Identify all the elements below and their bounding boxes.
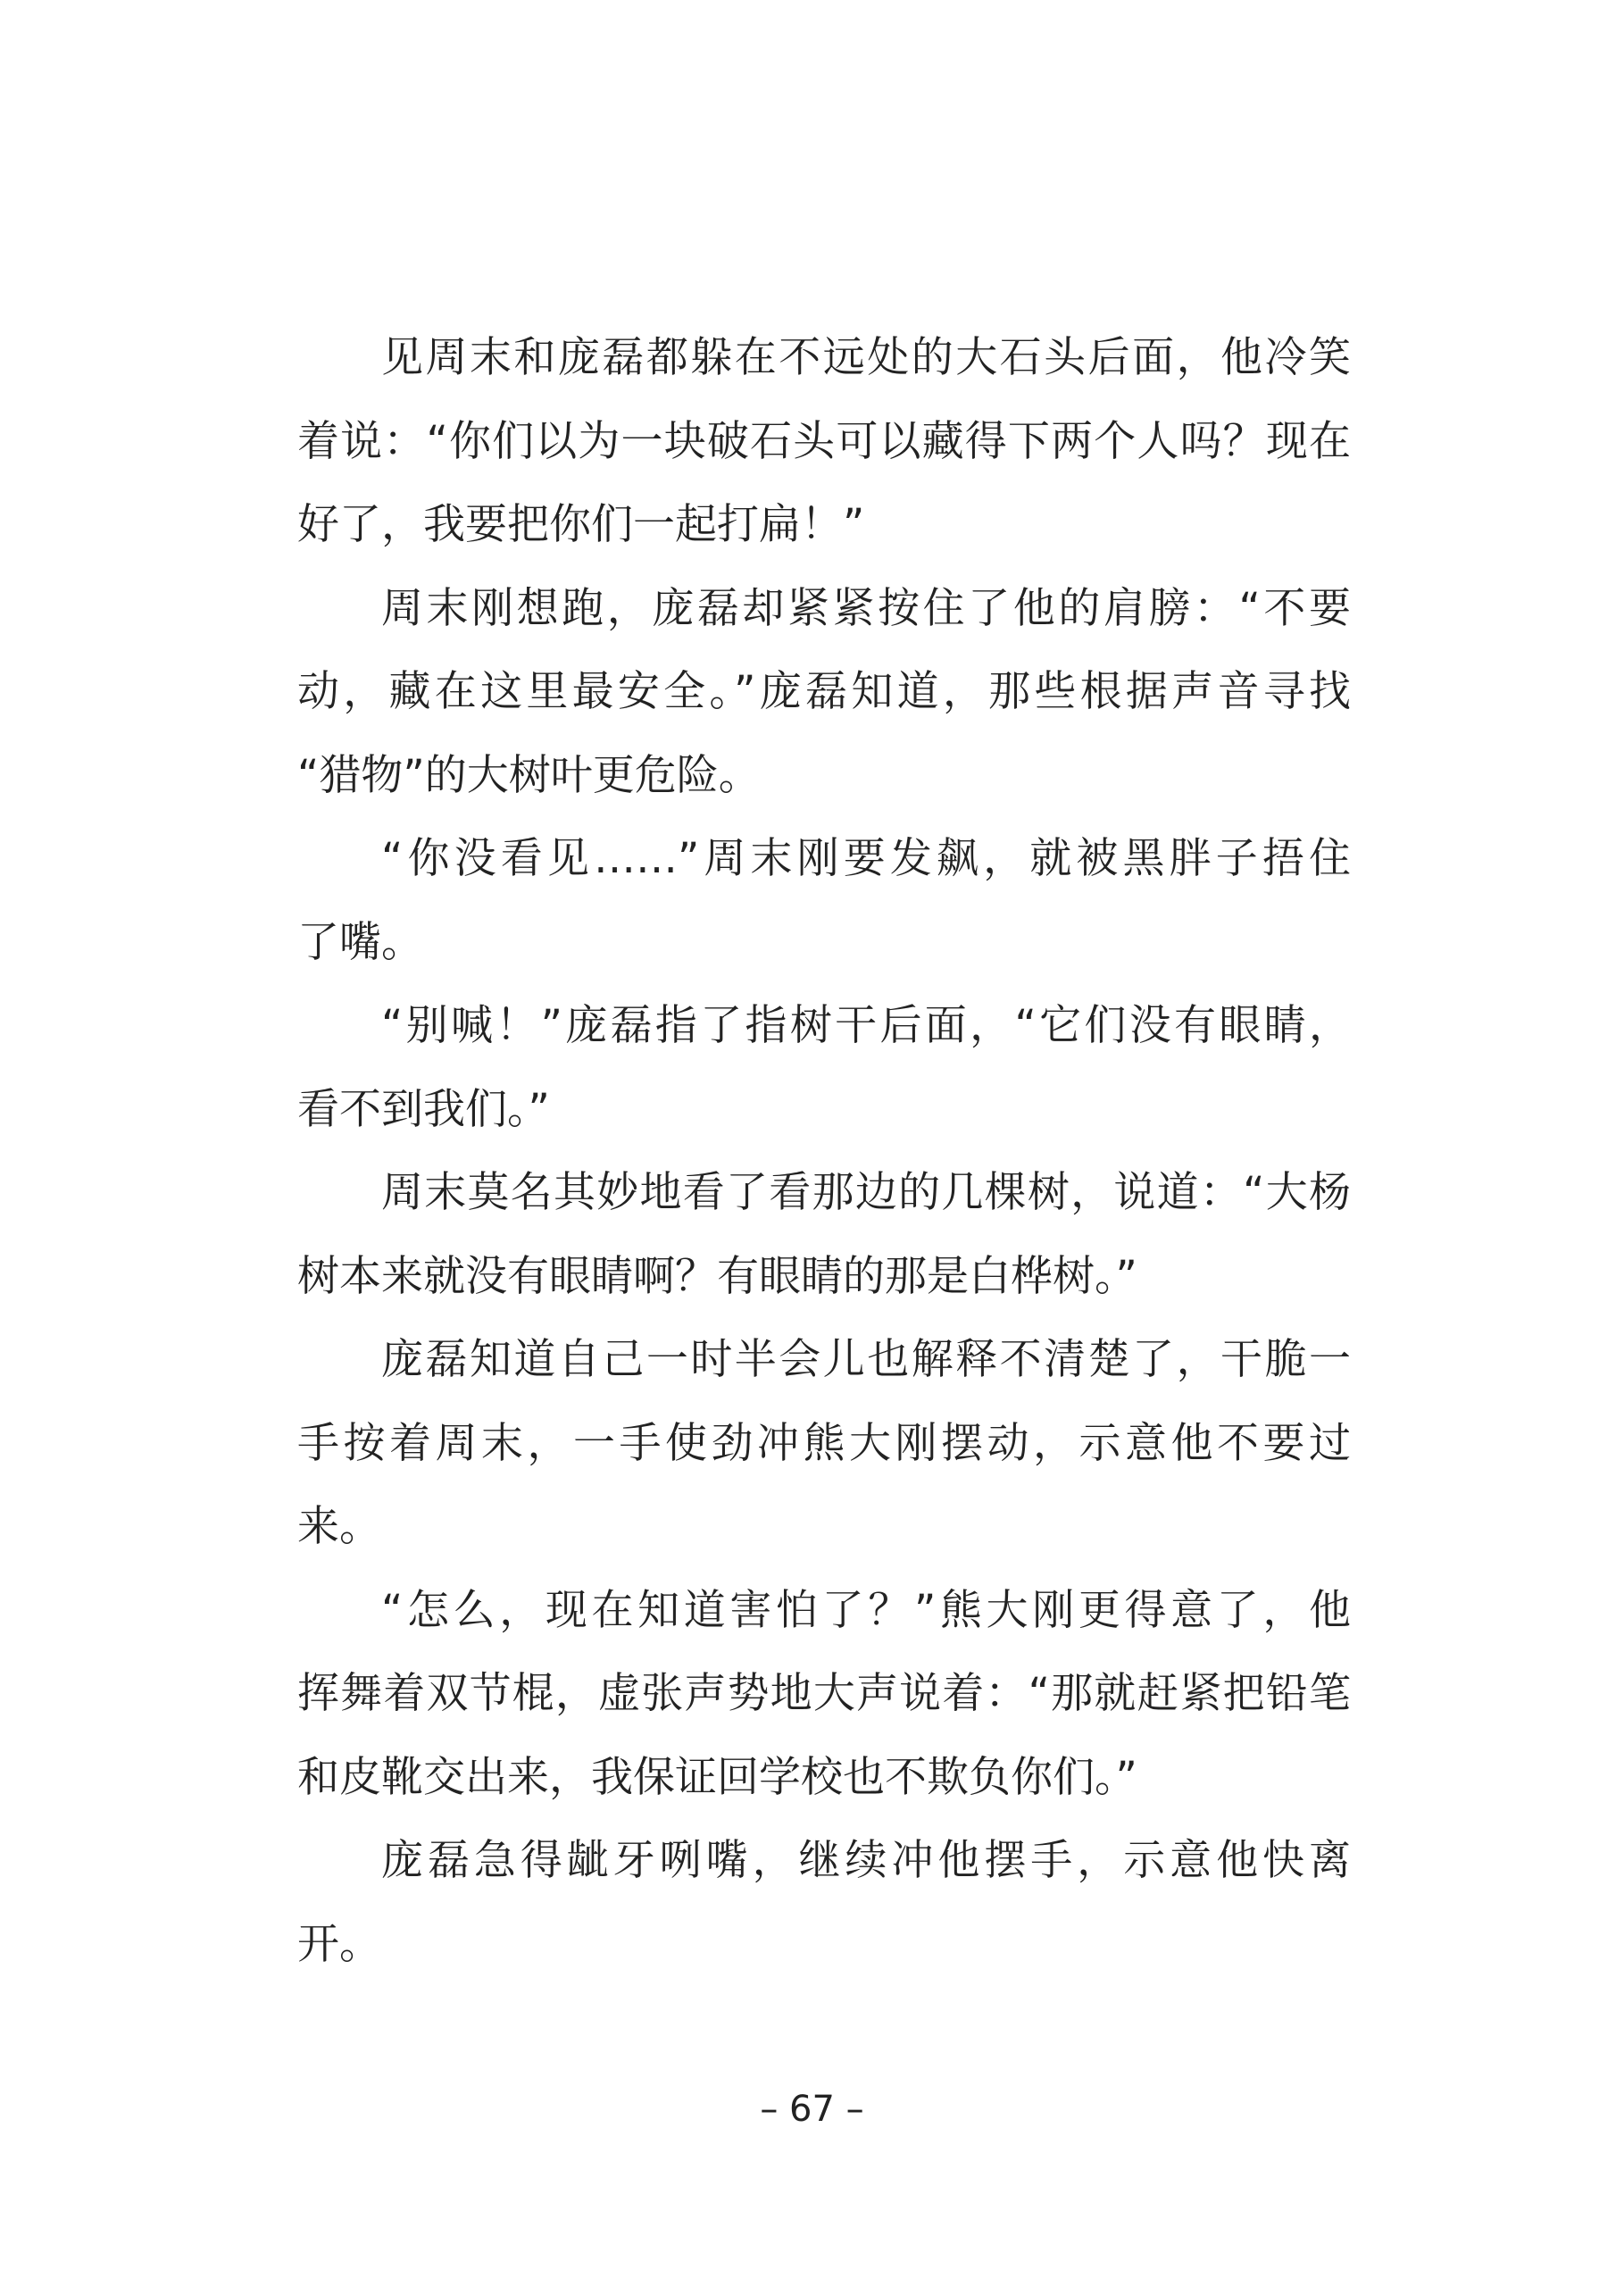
text-line: 庞磊急得龇牙咧嘴，继续冲他摆手，示意他快离 (381, 1836, 1351, 1885)
text-line: 开。 (297, 1919, 381, 1969)
text-line: 好了，我要把你们一起打扁！” (297, 500, 865, 549)
text-line: 见周末和庞磊都躲在不远处的大石头后面，他冷笑 (381, 333, 1351, 382)
text-line: 来。 (297, 1502, 381, 1551)
text-line: 看不到我们。” (297, 1084, 550, 1134)
text-line: 周末刚想跑，庞磊却紧紧按住了他的肩膀：“不要 (381, 583, 1351, 633)
text-line: “别喊！”庞磊指了指树干后面，“它们没有眼睛， (381, 1001, 1351, 1050)
text-line: 动，藏在这里最安全。”庞磊知道，那些根据声音寻找 (297, 667, 1351, 716)
text-line: 手按着周末，一手使劲冲熊大刚摆动，示意他不要过 (297, 1418, 1351, 1468)
page-number: – 67 – (760, 2089, 864, 2130)
text-line: 周末莫名其妙地看了看那边的几棵树，说道：“大杨 (381, 1168, 1351, 1217)
text-line: 着说：“你们以为一块破石头可以藏得下两个人吗？现在 (297, 416, 1351, 466)
body-text (297, 316, 1351, 1986)
text-line: 和皮靴交出来，我保证回学校也不欺负你们。” (297, 1752, 1137, 1802)
text-line: 树本来就没有眼睛啊？有眼睛的那是白桦树。” (297, 1251, 1137, 1301)
text-line: “你没看见……”周末刚要发飙，就被黑胖子捂住 (381, 834, 1351, 883)
text-line: 了嘴。 (297, 917, 423, 967)
text-line: 庞磊知道自己一时半会儿也解释不清楚了，干脆一 (381, 1335, 1351, 1384)
text-line: “猎物”的大树叶更危险。 (297, 750, 761, 800)
text-line: 挥舞着双节棍，虚张声势地大声说着：“那就赶紧把铅笔 (297, 1669, 1351, 1718)
text-line: “怎么，现在知道害怕了？”熊大刚更得意了，他 (381, 1585, 1351, 1635)
